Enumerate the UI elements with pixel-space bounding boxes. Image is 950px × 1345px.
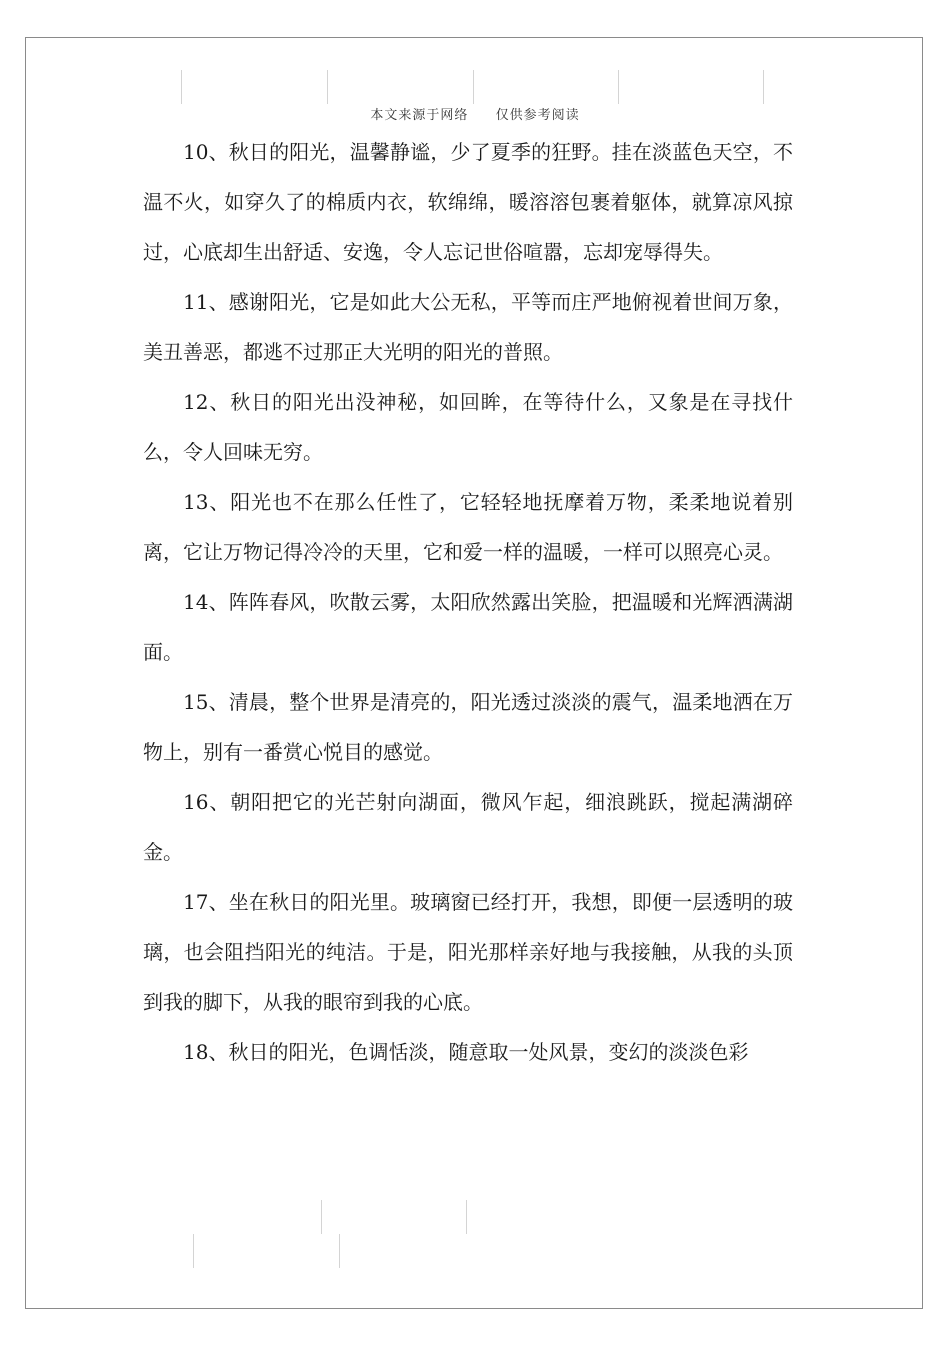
paragraph-18: 18、秋日的阳光，色调恬淡，随意取一处风景，变幻的淡淡色彩 xyxy=(183,1040,749,1064)
paragraph-10: 10、秋日的阳光，温馨静谧，少了夏季的狂野。挂在淡蓝色天空，不温不火，如穿久了的棉质内衣，软绵绵，暖溶溶包裹着躯体，就算凉风掠过，心底却生出舒适、安逸，令人忘记世俗喧嚣，忘却宠辱得失。 xyxy=(143,140,793,264)
top-tick-mark xyxy=(618,70,619,104)
top-tick-mark xyxy=(181,70,182,104)
paragraph-11: 11、感谢阳光，它是如此大公无私，平等而庄严地俯视着世间万象，美丑善恶，都逃不过那正大光明的阳光的普照。 xyxy=(143,290,793,364)
source-note: 本文来源于网络 xyxy=(370,108,469,123)
header-note xyxy=(0,104,950,123)
paragraph-17: 17、坐在秋日的阳光里。玻璃窗已经打开，我想，即便一层透明的玻璃，也会阻挡阳光的纯洁。于是，阳光那样亲好地与我接触，从我的头顶到我的脚下，从我的眼帘到我的心底。 xyxy=(143,890,793,1014)
paragraph-12: 12、秋日的阳光出没神秘，如回眸，在等待什么，又象是在寻找什么，令人回味无穷。 xyxy=(143,390,793,464)
paragraph-16: 16、朝阳把它的光芒射向湖面，微风乍起，细浪跳跃，搅起满湖碎金。 xyxy=(143,790,793,864)
reference-note: 仅供参考阅读 xyxy=(495,108,580,123)
top-tick-mark xyxy=(473,70,474,104)
paragraph-13: 13、阳光也不在那么任性了，它轻轻地抚摩着万物，柔柔地说着别离，它让万物记得冷冷的天里，它和爱一样的温暖，一样可以照亮心灵。 xyxy=(143,490,793,564)
bottom-tick-mark xyxy=(466,1200,467,1234)
bottom-tick-mark xyxy=(339,1234,340,1268)
paragraph-15: 15、清晨，整个世界是清亮的，阳光透过淡淡的震气，温柔地洒在万物上，别有一番赏心悦目的感觉。 xyxy=(143,690,793,764)
bottom-tick-mark xyxy=(193,1234,194,1268)
bottom-tick-mark xyxy=(321,1200,322,1234)
top-tick-mark xyxy=(763,70,764,104)
paragraph-14: 14、阵阵春风，吹散云雾，太阳欣然露出笑脸，把温暖和光辉洒满湖面。 xyxy=(143,590,793,664)
top-tick-mark xyxy=(327,70,328,104)
article-body xyxy=(143,127,793,1077)
